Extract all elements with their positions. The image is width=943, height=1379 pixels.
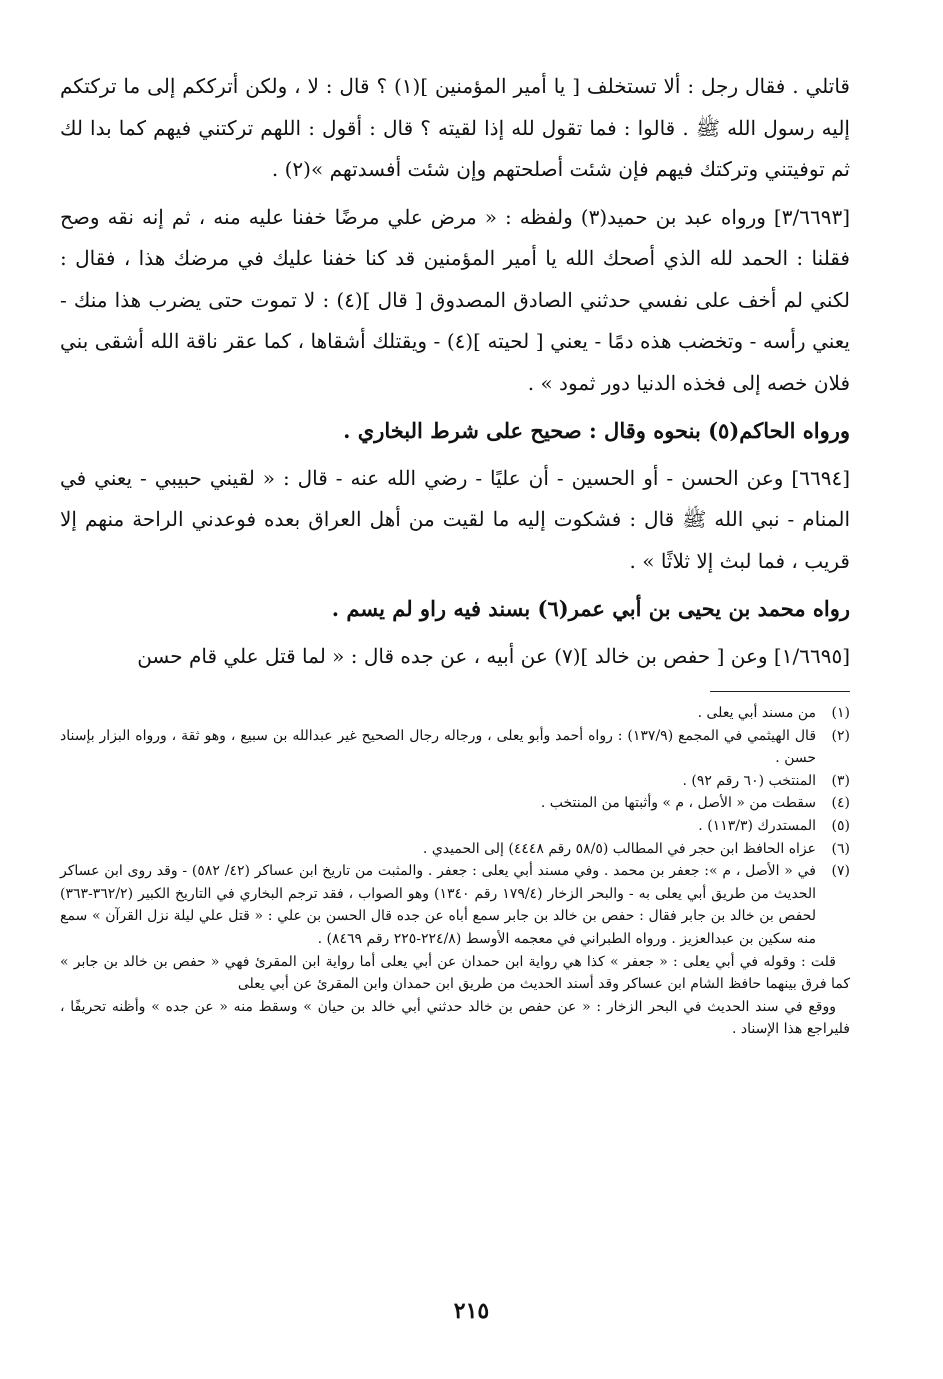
ibn-abi-umar-attribution: رواه محمد بن يحيى بن أبي عمر(٦) بسند فيه راو لم يسم . [331,596,850,621]
footnote-text: سقطت من « الأصل ، م » وأثبتها من المنتخب . [540,795,816,812]
footnote-4 [60,792,850,815]
paragraph-continuation: قاتلي . فقال رجل : ألا تستخلف [ يا أمير المؤمنين ](١) ؟ قال : لا ، ولكن أترككم إلى ما تركتكم إليه رسول الله ﷺ . قالوا : فما تقول لله إذا لقيته ؟ قال : أقول : اللهم تركتني فيهم كما بدا لك ثم توفيتني وتركتك فيهم فإن شئت أصلحتهم وإن شئت أفسدتهم »(٢) . [60,74,850,181]
hakim-attribution: ورواه الحاكم(٥) بنحوه وقال : صحيح على شرط البخاري . [343,418,850,443]
footnote-5 [60,815,850,838]
hadith-6694: [٦٦٩٤] وعن الحسن - أو الحسين - أن عليًا - رضي الله عنه - قال : « لقيني حبيبي - يعني في المنام - نبي الله ﷺ قال : فشكوت إليه ما لقيت من أهل العراق بعده فوعدني الراحة منهم إلا قريب ، فما لبث إلا ثلاثًا » . [60,465,850,573]
footnotes [60,702,850,1041]
footnote-1 [60,702,850,725]
page-number: ٢١٥ [453,1298,490,1324]
footnote-number: (٢) [831,727,850,744]
main-text [60,66,850,677]
footnote-text: المستدرك (١١٣/٣) . [698,817,816,834]
footnote-2 [60,725,850,770]
footnote-3 [60,770,850,793]
footnote-number: (٥) [831,817,850,834]
footnote-text: عزاه الحافظ ابن حجر في المطالب (٥٨/٥ رقم ٤٤٤٨) إلى الحميدي . [422,840,816,857]
hadith-6693-3: [٣/٦٦٩٣] ورواه عبد بن حميد(٣) ولفظه : « مرض علي مرضًا خفنا عليه منه ، ثم إنه نقه وصح فقلنا : الحمد لله الذي أصحك الله يا أمير المؤمنين قد كنا خفنا عليك في مرضك هذا ، فقال : لكني لم أخف على نفسي حدثني الصادق المصدوق [ قال ](٤) : لا تموت حتى يضرب هذا منك - يعني رأسه - وتخضب هذه دمًا - يعني [ لحيته ](٤) - ويقتلك أشقاها ، كما عقر ناقة الله أشقى بني فلان خصه إلى فخذه الدنيا دور ثمود » . [60,204,850,395]
footnote-number: (٧) [831,863,850,880]
footnote-text: قال الهيثمي في المجمع (١٣٧/٩) : رواه أحمد وأبو يعلى ، ورجاله رجال الصحيح غير عبدالله بن سبيع ، وهو ثقة ، ورواه البزار بإسناد حسن . [60,727,817,767]
footnote-7 [60,860,850,950]
footnote-number: (٤) [831,795,850,812]
footnote-number: (٣) [831,772,850,789]
footnote-text: المنتخب (٦٠ رقم ٩٢) . [682,772,816,789]
footnote-divider [710,691,850,692]
hadith-6695-1: [١/٦٦٩٥] وعن [ حفص بن خالد ](٧) عن أبيه ، عن جده قال : « لما قتل علي قام حسن [137,643,850,668]
footnote-7-comment: قلت : وقوله في أبي يعلى : « جعفر » كذا هي رواية ابن حمدان عن أبي يعلى أما رواية ابن المقرئ فهي « حفص بن خالد بن جابر » كما فرق بينهما حافظ الشام ابن عساكر وقد أسند الحديث من طريق ابن حمدان وابن المقرئ عن أبي يعلى [60,953,850,993]
page-body [60,66,850,1041]
footnote-text: من مسند أبي يعلى . [697,705,816,721]
footnote-text: في « الأصل ، م »: جعفر بن محمد . وفي مسند أبي يعلى : جعفر . والمثبت من تاريخ ابن عساكر (٤٢/ ٥٨٢) - وقد روى ابن عساكر الحديث من طريق أبي يعلى به - والبحر الزخار (١٧٩/٤ رقم ١٣٤٠) وهو الصواب ، فقد ترجم البخاري في التاريخ الكبير (٣٦٢/٢-٣٦٣) لحفص بن خالد بن جابر فقال : حفص بن خالد بن جابر سمع أباه عن جده قال الحسن بن علي : « قتل علي ليلة نزل القرآن » سمع منه سكين بن عبدالعزيز . ورواه الطبراني في معجمه الأوسط (٢٢٤/٨-٢٢٥ رقم ٨٤٦٩) . [60,863,816,947]
footnote-number: (٦) [831,840,850,857]
footnote-number: (١) [831,705,850,721]
footnote-6 [60,838,850,861]
footnote-7-comment: ووقع في سند الحديث في البحر الزخار : « عن حفص بن خالد حدثني أبي خالد بن حيان » وسقط منه « عن جده » وأظنه تحريفًا ، فليراجع هذا الإسناد . [60,998,850,1038]
